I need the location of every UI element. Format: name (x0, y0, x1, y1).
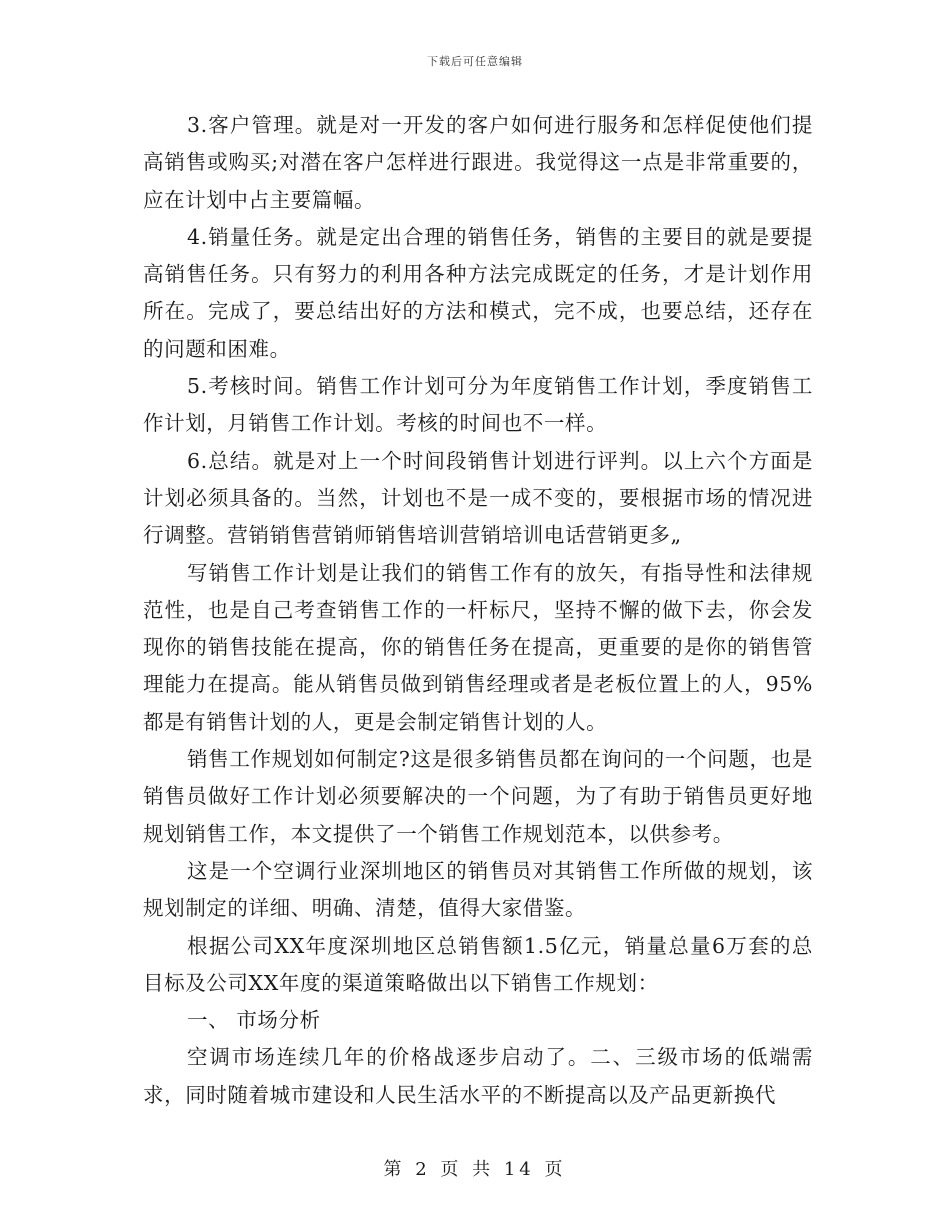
page-number-footer: 第 2 页 共 14 页 (383, 1159, 567, 1180)
paragraph-example-intro: 这是一个空调行业深圳地区的销售员对其销售工作所做的规划，该规划制定的详细、明确、清楚，值得大家借鉴。 (143, 858, 813, 921)
document-body (143, 107, 813, 1114)
paragraph-sales-target: 4.销量任务。就是定出合理的销售任务，销售的主要目的就是要提高销售任务。只有努力的利用各种方法完成既定的任务，才是计划作用所在。完成了，要总结出好的方法和模式，完不成，也要总结，还存在的问题和困难。 (143, 224, 813, 361)
paragraph-summary: 6.总结。就是对上一个时间段销售计划进行评判。以上六个方面是计划必须具备的。当然，计划也不是一成不变的，要根据市场的情况进行调整。营销销售营销师销售培训营销培训电话营销更多„ (143, 448, 813, 548)
paragraph-company-target: 根据公司XX年度深圳地区总销售额1.5亿元，销量总量6万套的总目标及公司XX年度的渠道策略做出以下销售工作规划： (143, 933, 813, 995)
paragraph-customer-management: 3.客户管理。就是对一开发的客户如何进行服务和怎样促使他们提高销售或购买;对潜在客户怎样进行跟进。我觉得这一点是非常重要的，应在计划中占主要篇幅。 (143, 113, 813, 212)
paragraph-market-analysis: 空调市场连续几年的价格战逐步启动了。二、三级市场的低端需求，同时随着城市建设和人民生活水平的不断提高以及产品更新换代 (143, 1045, 813, 1107)
paragraph-how-to-plan: 销售工作规划如何制定?这是很多销售员都在询问的一个问题，也是销售员做好工作计划必须要解决的一个问题，为了有助于销售员更好地规划销售工作，本文提供了一个销售工作规划范本，以供参考。 (143, 747, 813, 846)
section-heading-market-analysis: 一、 市场分析 (187, 1008, 321, 1033)
paragraph-assessment-time: 5.考核时间。销售工作计划可分为年度销售工作计划，季度销售工作计划，月销售工作计划。考核的时间也不一样。 (143, 374, 813, 436)
page-header: 下载后可任意编辑 (427, 55, 523, 68)
paragraph-writing-plan: 写销售工作计划是让我们的销售工作有的放矢，有指导性和法律规范性，也是自己考查销售工作的一杆标尺，坚持不懈的做下去，你会发现你的销售技能在提高，你的销售任务在提高，更重要的是你的销售管理能力在提高。能从销售员做到销售经理或者是老板位置上的人，95%都是有销售计划的人，更是会制定销售计划的人。 (143, 560, 813, 734)
